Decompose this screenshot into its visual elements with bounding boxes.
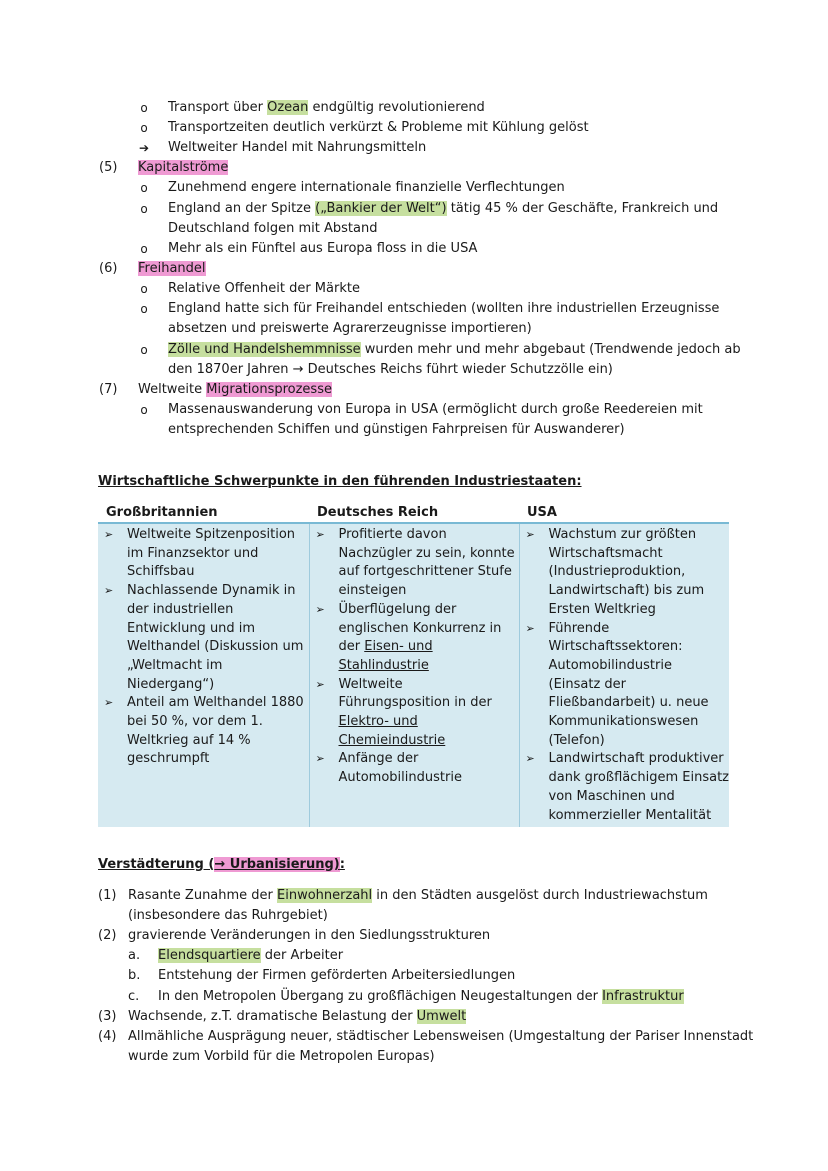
- list-item: England an der Spitze („Bankier der Welt“) tätig 45 % der Geschäfte, Frankreich und: [168, 201, 719, 216]
- item-number: (1): [98, 888, 117, 903]
- list-item-cont: wurde zum Vorbild für die Metropolen Europas): [128, 1049, 435, 1064]
- urban-heading: Verstädterung (→ Urbanisierung):: [98, 857, 345, 872]
- list-item: Elendsquartiere der Arbeiter: [158, 948, 344, 963]
- item-number: (4): [98, 1029, 117, 1044]
- col-header-de: Deutsches Reich: [309, 503, 519, 523]
- cell-gb: [98, 523, 309, 827]
- item-letter: b.: [128, 968, 141, 983]
- list-item: ➢ Führende Wirtschaftssektoren: Automobilindustrie (Einsatz der Fließbandarbeit) u. neue Kommunikationswesen (Telefon): [525, 620, 709, 748]
- arrowhead-icon: ➢: [104, 528, 114, 541]
- item-number: (2): [98, 928, 117, 943]
- list-item: Relative Offenheit der Märkte: [168, 281, 360, 296]
- list-item: Zunehmend engere internationale finanzielle Verflechtungen: [168, 180, 565, 195]
- list-item: ➢ Überflügelung der englischen Konkurrenz in der Eisen- und Stahlindustrie: [315, 601, 502, 673]
- arrowhead-icon: ➢: [315, 602, 325, 616]
- list-item: ➢ Landwirtschaft produktiver dank großflächigem Einsatz von Maschinen und kommerzieller Mentalität: [525, 751, 729, 823]
- bullet-ozean: Transport über Ozean endgültig revolutionierend: [168, 100, 485, 115]
- bullet-transportzeiten: Transportzeiten deutlich verkürzt & Probleme mit Kühlung gelöst: [168, 120, 589, 135]
- bullet-o: o: [140, 101, 148, 115]
- section-number: (5): [99, 160, 118, 175]
- industry-table: [98, 503, 729, 827]
- arrowhead-icon: ➢: [525, 752, 535, 766]
- arrowhead-icon: ➢: [104, 584, 114, 598]
- col-header-usa: USA: [519, 503, 729, 523]
- list-item-cont: (insbesondere das Ruhrgebiet): [128, 908, 328, 923]
- highlight: („Bankier der Welt“): [315, 201, 447, 216]
- section-number: (7): [99, 382, 118, 397]
- list-item: gravierende Veränderungen in den Siedlungsstrukturen: [128, 928, 491, 943]
- section-number: (6): [99, 261, 118, 276]
- section-title: Freihandel: [138, 261, 206, 276]
- list-item: Rasante Zunahme der Einwohnerzahl in den Städten ausgelöst durch Industriewachstum: [128, 888, 708, 903]
- list-item: Entstehung der Firmen geförderten Arbeitersiedlungen: [158, 968, 516, 983]
- bullet-o: o: [140, 343, 148, 357]
- highlight: Zölle und Handelshemmnisse: [168, 342, 361, 357]
- bullet-o: o: [140, 242, 148, 256]
- arrowhead-icon: ➢: [104, 696, 114, 710]
- list-item: England hatte sich für Freihandel entschieden (wollten ihre industriellen Erzeugnisse: [168, 301, 720, 316]
- cell-usa: [519, 523, 729, 827]
- list-item: Allmähliche Ausprägung neuer, städtischer Lebensweisen (Umgestaltung der Pariser Innenstadt: [128, 1029, 754, 1044]
- bullet-o: o: [140, 121, 148, 135]
- bullet-o: o: [140, 181, 148, 195]
- bullet-o: o: [140, 282, 148, 296]
- cell-de: [309, 523, 519, 827]
- highlight: Einwohnerzahl: [277, 888, 373, 903]
- list-item: ➢ Anfänge der Automobilindustrie: [315, 751, 462, 786]
- list-item: ➢ Nachlassende Dynamik in der industriellen Entwicklung und im Welthandel (Diskussion um „Weltmacht im Niedergang“): [104, 583, 304, 692]
- list-item: ➢ Weltweite Führungsposition in der Elektro- und Chemieindustrie: [315, 676, 492, 748]
- list-item: ➢ Anteil am Welthandel 1880 bei 50 %, vor dem 1. Weltkrieg auf 14 % geschrumpft: [104, 695, 304, 767]
- table-heading: Wirtschaftliche Schwerpunkte in den führenden Industriestaaten:: [98, 474, 582, 489]
- highlight: Infrastruktur: [602, 989, 684, 1004]
- list-item: ➢ Profitierte davon Nachzügler zu sein, konnte auf fortgeschrittener Stufe einsteigen: [315, 527, 515, 599]
- list-item: Massenauswanderung von Europa in USA (ermöglicht durch große Reedereien mit: [168, 402, 703, 417]
- item-number: (3): [98, 1009, 117, 1024]
- bullet-o: o: [140, 302, 148, 316]
- section-title: Weltweite Migrationsprozesse: [138, 382, 332, 397]
- bullet-handel: Weltweiter Handel mit Nahrungsmitteln: [168, 140, 427, 155]
- item-letter: c.: [128, 989, 140, 1004]
- arrowhead-icon: ➢: [315, 677, 325, 691]
- highlight: Umwelt: [416, 1009, 467, 1024]
- list-item-cont: Deutschland folgen mit Abstand: [168, 221, 378, 236]
- arrowhead-icon: ➢: [315, 752, 325, 766]
- list-item-cont: entsprechenden Schiffen und günstigen Fahrpreisen für Auswanderer): [168, 422, 625, 437]
- highlight: Ozean: [267, 100, 309, 115]
- arrowhead-icon: ➢: [525, 621, 535, 635]
- list-item: ➢ Wachstum zur größten Wirtschaftsmacht (Industrieproduktion, Landwirtschaft) bis zum Ersten Weltkrieg: [525, 527, 705, 617]
- list-item: Zölle und Handelshemmnisse wurden mehr und mehr abgebaut (Trendwende jedoch ab: [168, 342, 741, 357]
- highlight: Elendsquartiere: [158, 948, 261, 963]
- list-item: ➢ Weltweite Spitzenposition im Finanzsektor und Schiffsbau: [104, 527, 296, 580]
- item-letter: a.: [128, 948, 141, 963]
- section-title: Kapitalströme: [138, 160, 229, 175]
- list-item: In den Metropolen Übergang zu großflächigen Neugestaltungen der Infrastruktur: [158, 989, 684, 1004]
- list-item-cont: absetzen und preiswerte Agrarerzeugnisse importieren): [168, 321, 532, 336]
- list-item: Wachsende, z.T. dramatische Belastung der Umwelt: [128, 1009, 467, 1024]
- arrow-right-icon: ➔: [138, 141, 150, 155]
- col-header-gb: Großbritannien: [98, 503, 309, 523]
- bullet-o: o: [140, 403, 148, 417]
- bullet-o: o: [140, 202, 148, 216]
- arrowhead-icon: ➢: [315, 528, 325, 541]
- list-item-cont: den 1870er Jahren → Deutsches Reichs führt wieder Schutzzölle ein): [168, 362, 613, 377]
- list-item: Mehr als ein Fünftel aus Europa floss in die USA: [168, 241, 478, 256]
- arrowhead-icon: ➢: [525, 528, 535, 541]
